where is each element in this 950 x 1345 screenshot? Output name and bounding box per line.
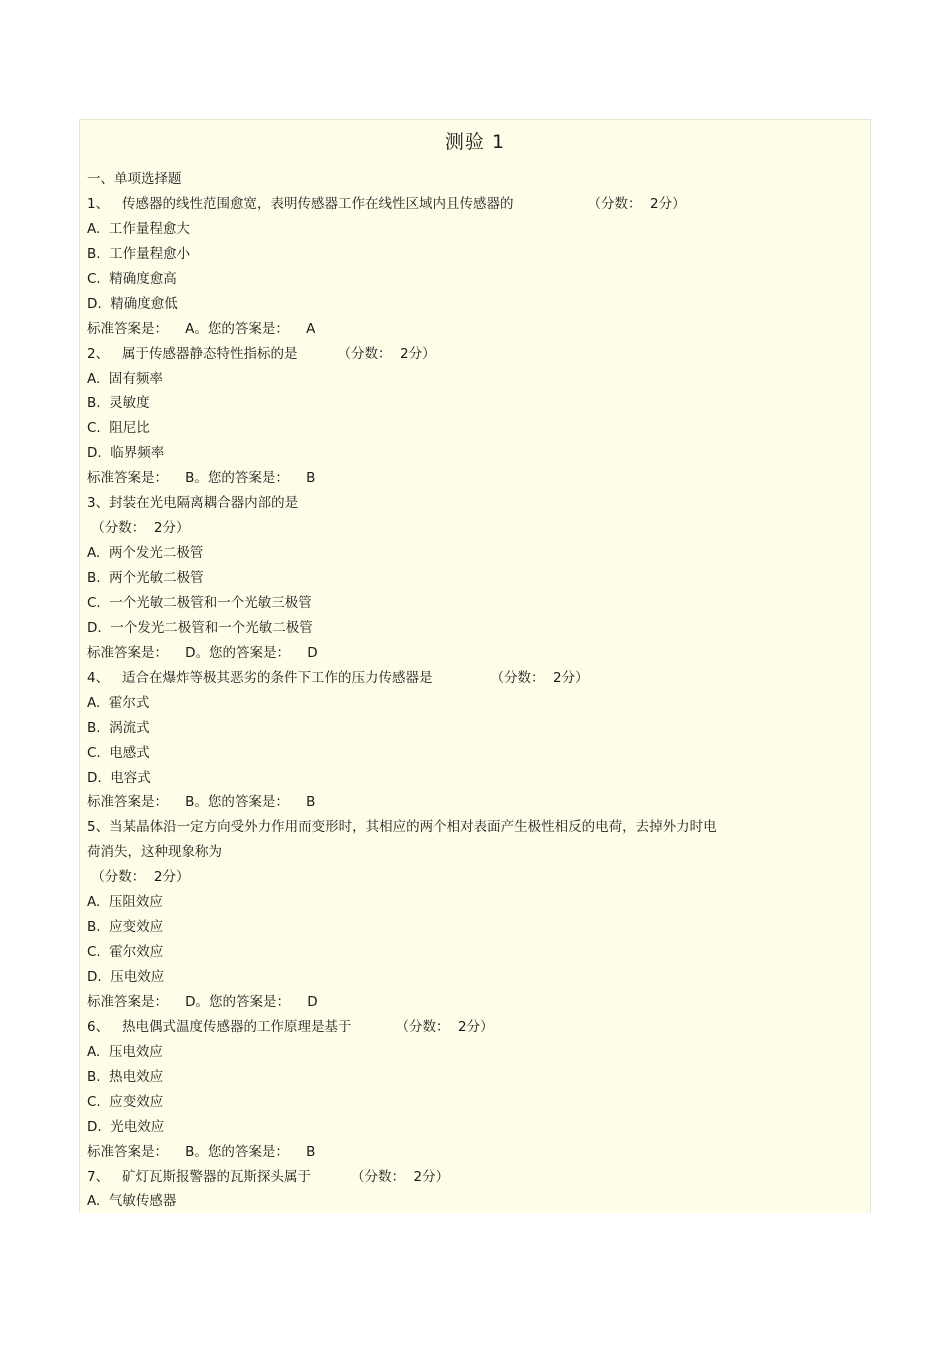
question-score: （分数： 2分） [87,520,190,537]
question-6-stem [87,1015,867,1040]
quiz-content [87,167,867,1213]
question-5-stem: 5、当某晶体沿一定方向受外力作用而变形时，其相应的两个相对表面产生极性相反的电荷，去掉外力时电 [87,819,717,836]
question-score: （分数： 2分） [87,869,190,886]
question-1-stem [87,192,867,217]
option: D. 光电效应 [87,1118,165,1135]
quiz-panel [79,119,871,1213]
option: A. 霍尔式 [87,694,150,711]
question-5-stem-continued: 荷消失，这种现象称为 [87,844,222,861]
question-score: （分数： 2分） [587,195,686,212]
option: D. 压电效应 [87,969,165,985]
option: D. 一个发光二极管和一个光敏二极管 [87,619,313,636]
question-stem-text: 1、 传感器的线性范围愈宽，表明传感器工作在线性区域内且传感器的 [87,195,514,212]
question-2-stem [87,342,867,367]
question-score: （分数： 2分） [337,345,436,362]
question-stem-text: 2、 属于传感器静态特性指标的是 [87,345,298,362]
option: B. 应变效应 [87,919,164,936]
option: C. 应变效应 [87,1093,164,1110]
option: C. 精确度愈高 [87,270,177,287]
page-title: 测验 1 [444,131,506,153]
question-stem-text: 4、 适合在爆炸等极其恶劣的条件下工作的压力传感器是 [87,669,433,686]
option: D. 精确度愈低 [87,295,178,312]
answer-line: 标准答案是： B。您的答案是： B [87,470,316,487]
question-3-stem: 3、封装在光电隔离耦合器内部的是 [87,495,299,512]
answer-line: 标准答案是： D。您的答案是： D [87,993,318,1010]
option: C. 电感式 [87,744,150,761]
option: C. 霍尔效应 [87,944,164,961]
question-stem-text: 6、 热电偶式温度传感器的工作原理是基于 [87,1018,352,1035]
option: B. 灵敏度 [87,395,150,412]
option: C. 一个光敏二极管和一个光敏三极管 [87,594,312,611]
question-7-stem [87,1165,867,1190]
option: B. 涡流式 [87,719,150,736]
answer-line: 标准答案是： D。您的答案是： D [87,644,318,661]
option: B. 工作量程愈小 [87,245,191,262]
option: D. 电容式 [87,769,151,786]
option: A. 固有频率 [87,370,163,387]
option: B. 两个光敏二极管 [87,570,204,586]
answer-line: 标准答案是： B。您的答案是： B [87,794,316,811]
option: A. 两个发光二极管 [87,545,204,562]
section-heading: 一、单项选择题 [87,171,182,187]
question-score: （分数： 2分） [490,669,589,686]
question-score: （分数： 2分） [395,1018,494,1035]
question-4-stem [87,666,867,691]
option: A. 压电效应 [87,1043,163,1060]
option: B. 热电效应 [87,1068,164,1085]
option: A. 工作量程愈大 [87,220,190,237]
option: D. 临界频率 [87,445,165,462]
option: A. 压阻效应 [87,894,163,911]
question-stem-text: 7、 矿灯瓦斯报警器的瓦斯探头属于 [87,1168,311,1185]
question-score: （分数： 2分） [350,1168,450,1185]
answer-line: 标准答案是： A。您的答案是： A [87,320,316,337]
answer-line: 标准答案是： B。您的答案是： B [87,1143,316,1160]
option: C. 阻尼比 [87,420,150,437]
option: A. 气敏传感器 [87,1193,177,1210]
